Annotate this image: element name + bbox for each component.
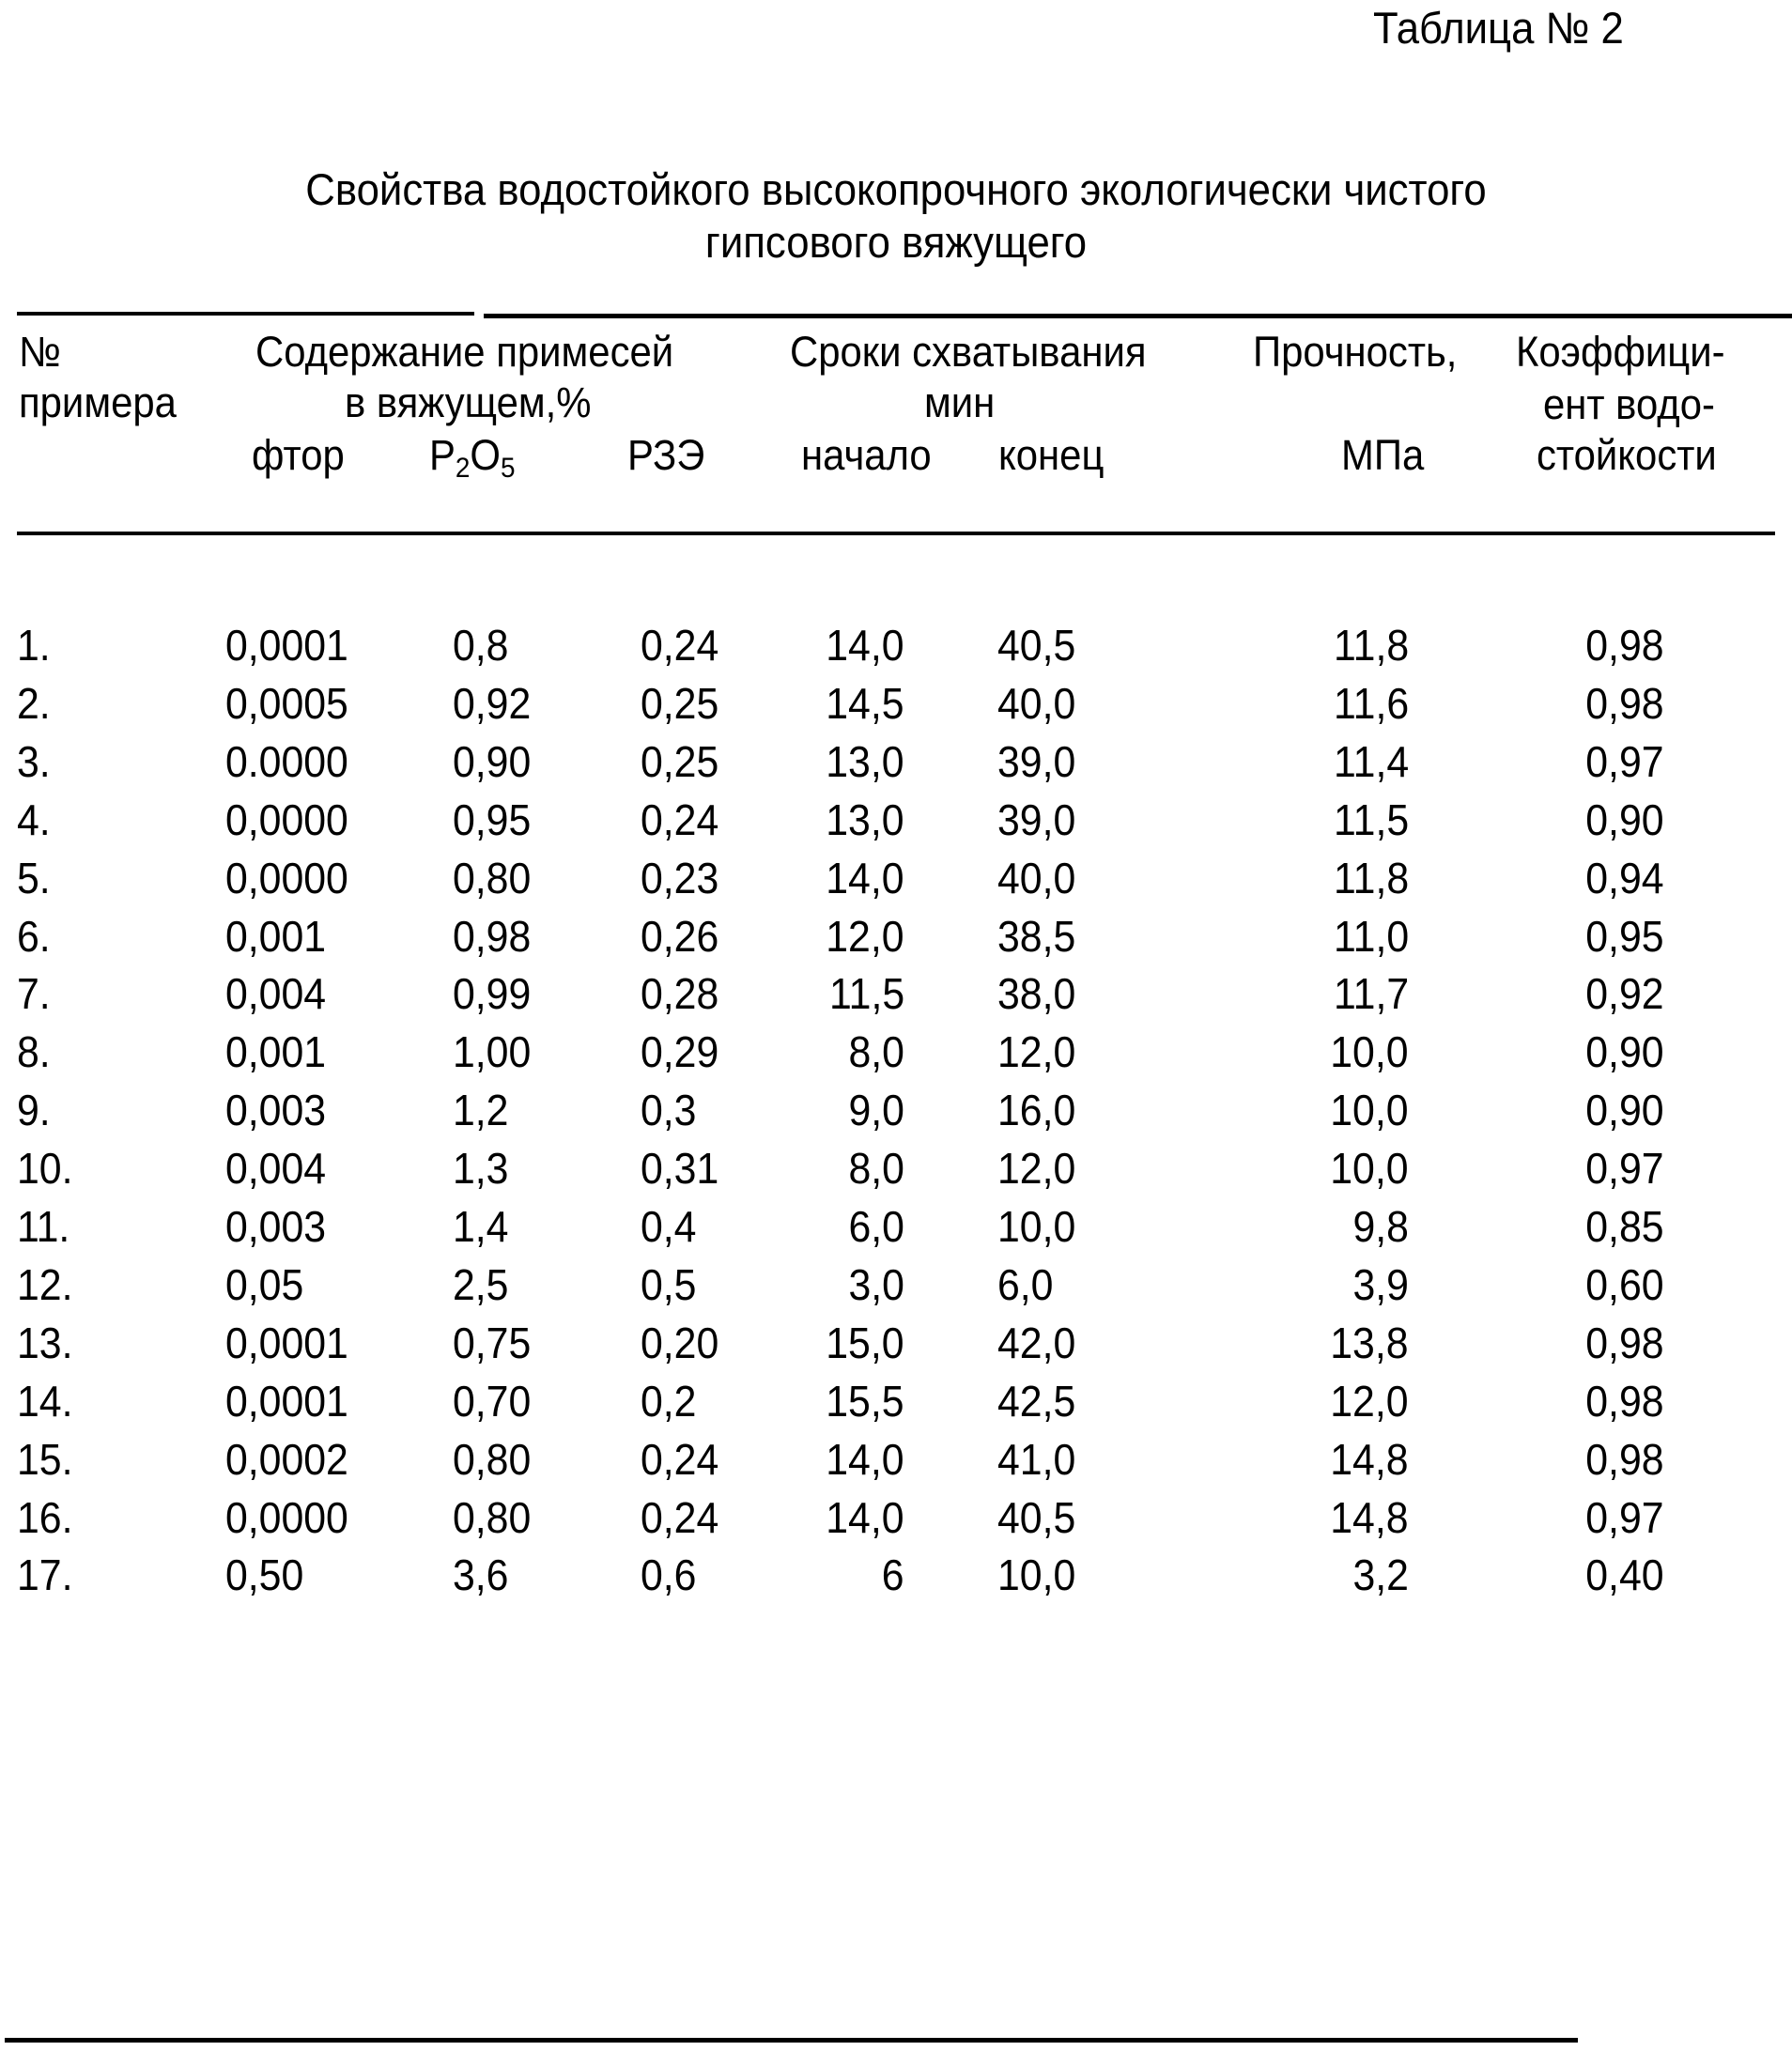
header-bottom-rule	[17, 532, 1775, 535]
cell-water-resistance-coef: 0,98	[1586, 624, 1664, 667]
cell-rze: 0,4	[641, 1205, 696, 1248]
cell-setting-end: 41,0	[997, 1438, 1075, 1481]
cell-example-number: 15.	[17, 1438, 72, 1481]
header-num-line-1: №	[19, 331, 61, 373]
table-bottom-rule	[5, 2038, 1578, 2043]
header-coef-line-3: стойкости	[1537, 434, 1717, 476]
cell-rze: 0,5	[641, 1263, 696, 1306]
cell-water-resistance-coef: 0,40	[1586, 1553, 1664, 1596]
cell-example-number: 6.	[17, 915, 51, 958]
cell-example-number: 2.	[17, 682, 51, 725]
cell-rze: 0,29	[641, 1030, 718, 1073]
cell-example-number: 4.	[17, 798, 51, 841]
cell-rze: 0,2	[641, 1380, 696, 1423]
cell-strength: 11,4	[1334, 740, 1409, 783]
header-impurities-line-2: в вяжущем,%	[345, 381, 592, 424]
header-rze: РЗЭ	[627, 434, 704, 476]
cell-setting-end: 40,0	[997, 856, 1075, 900]
cell-rze: 0,24	[641, 1496, 718, 1539]
cell-setting-start: 14,0	[826, 624, 904, 667]
cell-rze: 0,25	[641, 682, 718, 725]
cell-example-number: 5.	[17, 856, 51, 900]
top-rule-right	[484, 314, 1792, 318]
cell-example-number: 11.	[17, 1205, 70, 1248]
cell-setting-start: 13,0	[826, 798, 904, 841]
cell-water-resistance-coef: 0,92	[1586, 972, 1664, 1015]
cell-p2o5: 0,80	[453, 1438, 531, 1481]
cell-strength: 11,6	[1334, 682, 1409, 725]
cell-strength: 9,8	[1353, 1205, 1409, 1248]
cell-fluorine: 0,0001	[225, 1321, 348, 1365]
header-setting-line-1: Сроки схватывания	[790, 331, 1146, 373]
cell-p2o5: 0,80	[453, 1496, 531, 1539]
cell-strength: 10,0	[1331, 1088, 1409, 1132]
cell-rze: 0,28	[641, 972, 718, 1015]
header-setting-line-2: мин	[924, 381, 995, 424]
header-p2o5: P2O5	[429, 434, 516, 476]
cell-setting-start: 9,0	[849, 1088, 904, 1132]
cell-setting-start: 14,5	[826, 682, 904, 725]
header-setting-start: начало	[801, 434, 932, 476]
cell-strength: 14,8	[1331, 1496, 1409, 1539]
cell-fluorine: 0,0001	[225, 1380, 348, 1423]
cell-strength: 13,8	[1331, 1321, 1409, 1365]
cell-strength: 11,7	[1334, 972, 1409, 1015]
top-rule-left	[17, 312, 474, 316]
cell-setting-start: 6	[882, 1553, 904, 1596]
cell-water-resistance-coef: 0,95	[1586, 915, 1664, 958]
cell-rze: 0,3	[641, 1088, 696, 1132]
cell-setting-start: 14,0	[826, 1496, 904, 1539]
cell-fluorine: 0,004	[225, 1147, 326, 1190]
cell-setting-end: 42,0	[997, 1321, 1075, 1365]
cell-fluorine: 0,001	[225, 915, 326, 958]
cell-example-number: 12.	[17, 1263, 72, 1306]
cell-example-number: 16.	[17, 1496, 72, 1539]
cell-water-resistance-coef: 0,94	[1586, 856, 1664, 900]
cell-setting-end: 16,0	[997, 1088, 1075, 1132]
cell-water-resistance-coef: 0,97	[1586, 740, 1664, 783]
cell-example-number: 9.	[17, 1088, 51, 1132]
cell-water-resistance-coef: 0,97	[1586, 1147, 1664, 1190]
cell-setting-start: 14,0	[826, 856, 904, 900]
table-title-line-1: Свойства водостойкого высокопрочного экологически чистого	[63, 167, 1729, 211]
header-strength-unit: МПа	[1341, 434, 1424, 476]
header-fluorine: фтор	[252, 434, 345, 476]
cell-rze: 0,26	[641, 915, 718, 958]
cell-example-number: 1.	[17, 624, 51, 667]
cell-p2o5: 1,2	[453, 1088, 508, 1132]
cell-strength: 3,9	[1353, 1263, 1409, 1306]
cell-rze: 0,25	[641, 740, 718, 783]
cell-p2o5: 0,8	[453, 624, 508, 667]
cell-water-resistance-coef: 0,98	[1586, 1321, 1664, 1365]
table-label: Таблица № 2	[1373, 6, 1624, 50]
cell-setting-end: 38,0	[997, 972, 1075, 1015]
cell-p2o5: 0,70	[453, 1380, 531, 1423]
cell-p2o5: 0,99	[453, 972, 531, 1015]
cell-rze: 0,20	[641, 1321, 718, 1365]
cell-setting-end: 42,5	[997, 1380, 1075, 1423]
table-title-line-2: гипсового вяжущего	[63, 220, 1729, 264]
cell-p2o5: 3,6	[453, 1553, 508, 1596]
cell-water-resistance-coef: 0,85	[1586, 1205, 1664, 1248]
cell-water-resistance-coef: 0,90	[1586, 798, 1664, 841]
cell-fluorine: 0,003	[225, 1205, 326, 1248]
cell-strength: 11,5	[1334, 798, 1409, 841]
cell-p2o5: 1,00	[453, 1030, 531, 1073]
cell-fluorine: 0,001	[225, 1030, 326, 1073]
cell-strength: 3,2	[1353, 1553, 1409, 1596]
cell-strength: 11,8	[1334, 856, 1409, 900]
header-strength-line-1: Прочность,	[1253, 331, 1457, 373]
cell-setting-start: 15,5	[826, 1380, 904, 1423]
cell-p2o5: 0,95	[453, 798, 531, 841]
cell-water-resistance-coef: 0,60	[1586, 1263, 1664, 1306]
cell-setting-end: 39,0	[997, 740, 1075, 783]
cell-strength: 10,0	[1331, 1147, 1409, 1190]
cell-setting-end: 40,0	[997, 682, 1075, 725]
cell-rze: 0,23	[641, 856, 718, 900]
cell-setting-start: 11,5	[829, 972, 904, 1015]
cell-setting-end: 39,0	[997, 798, 1075, 841]
cell-setting-start: 14,0	[826, 1438, 904, 1481]
header-coef-line-2: ент водо-	[1543, 383, 1715, 425]
cell-p2o5: 0,75	[453, 1321, 531, 1365]
cell-setting-end: 12,0	[997, 1147, 1075, 1190]
cell-p2o5: 0,98	[453, 915, 531, 958]
cell-setting-start: 15,0	[826, 1321, 904, 1365]
cell-fluorine: 0,50	[225, 1553, 303, 1596]
cell-p2o5: 2,5	[453, 1263, 508, 1306]
cell-setting-end: 40,5	[997, 1496, 1075, 1539]
cell-fluorine: 0,0000	[225, 798, 348, 841]
cell-fluorine: 0,0001	[225, 624, 348, 667]
cell-setting-start: 8,0	[849, 1147, 904, 1190]
cell-rze: 0,6	[641, 1553, 696, 1596]
cell-p2o5: 1,4	[453, 1205, 508, 1248]
cell-setting-start: 12,0	[826, 915, 904, 958]
cell-fluorine: 0,05	[225, 1263, 303, 1306]
cell-rze: 0,24	[641, 624, 718, 667]
cell-setting-start: 3,0	[849, 1263, 904, 1306]
cell-rze: 0,24	[641, 798, 718, 841]
cell-water-resistance-coef: 0,97	[1586, 1496, 1664, 1539]
cell-setting-end: 10,0	[997, 1205, 1075, 1248]
cell-setting-start: 6,0	[849, 1205, 904, 1248]
cell-fluorine: 0,004	[225, 972, 326, 1015]
cell-p2o5: 1,3	[453, 1147, 508, 1190]
cell-water-resistance-coef: 0,98	[1586, 682, 1664, 725]
cell-rze: 0,24	[641, 1438, 718, 1481]
cell-fluorine: 0,0002	[225, 1438, 348, 1481]
cell-example-number: 3.	[17, 740, 51, 783]
cell-fluorine: 0.0000	[225, 740, 348, 783]
cell-p2o5: 0,90	[453, 740, 531, 783]
cell-fluorine: 0,003	[225, 1088, 326, 1132]
cell-setting-end: 38,5	[997, 915, 1075, 958]
cell-strength: 12,0	[1331, 1380, 1409, 1423]
cell-water-resistance-coef: 0,90	[1586, 1088, 1664, 1132]
header-setting-end: конец	[998, 434, 1104, 476]
header-coef-line-1: Коэффици-	[1516, 331, 1725, 373]
cell-water-resistance-coef: 0,98	[1586, 1380, 1664, 1423]
cell-example-number: 14.	[17, 1380, 72, 1423]
cell-strength: 11,8	[1334, 624, 1409, 667]
cell-fluorine: 0,0005	[225, 682, 348, 725]
header-num-line-2: примера	[19, 381, 177, 424]
cell-setting-start: 8,0	[849, 1030, 904, 1073]
cell-setting-start: 13,0	[826, 740, 904, 783]
cell-example-number: 8.	[17, 1030, 51, 1073]
cell-setting-end: 10,0	[997, 1553, 1075, 1596]
cell-p2o5: 0,80	[453, 856, 531, 900]
cell-rze: 0,31	[641, 1147, 718, 1190]
cell-p2o5: 0,92	[453, 682, 531, 725]
cell-strength: 10,0	[1331, 1030, 1409, 1073]
cell-fluorine: 0,0000	[225, 856, 348, 900]
cell-strength: 14,8	[1331, 1438, 1409, 1481]
header-impurities-line-1: Содержание примесей	[255, 331, 673, 373]
cell-example-number: 13.	[17, 1321, 72, 1365]
cell-water-resistance-coef: 0,98	[1586, 1438, 1664, 1481]
cell-water-resistance-coef: 0,90	[1586, 1030, 1664, 1073]
cell-setting-end: 6,0	[997, 1263, 1053, 1306]
cell-example-number: 17.	[17, 1553, 72, 1596]
cell-fluorine: 0,0000	[225, 1496, 348, 1539]
cell-example-number: 7.	[17, 972, 51, 1015]
cell-strength: 11,0	[1334, 915, 1409, 958]
cell-setting-end: 40,5	[997, 624, 1075, 667]
cell-example-number: 10.	[17, 1147, 72, 1190]
cell-setting-end: 12,0	[997, 1030, 1075, 1073]
